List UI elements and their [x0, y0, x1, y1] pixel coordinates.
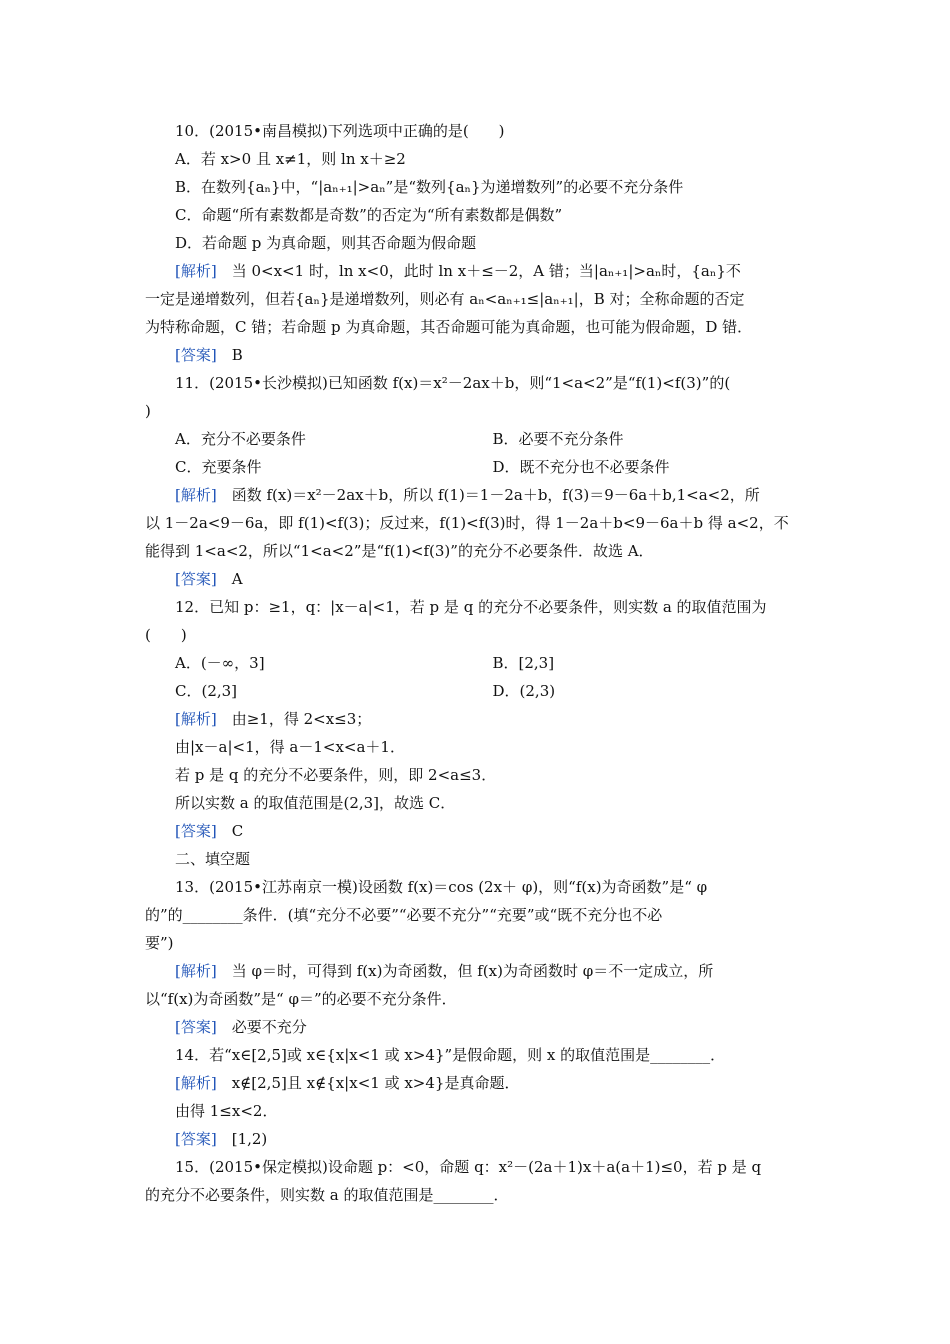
text-line: [145, 733, 810, 761]
text-line: [145, 229, 810, 257]
option-right: D．(2,3): [492, 682, 556, 700]
text-line: [145, 761, 810, 789]
line-text: 函数 f(x)＝x²－2ax＋b，所以 f(1)＝1－2a＋b，f(3)＝9－6a＋b,1<a<2，所: [216, 486, 760, 504]
line-text: 一定是递增数列，但若{aₙ}是递增数列，则必有 aₙ<aₙ₊₁≤|aₙ₊₁|，B 对；全称命题的否定: [145, 290, 745, 308]
section-tag: [解析]: [175, 262, 217, 280]
line-text: [1,2): [216, 1130, 268, 1148]
line-text: C: [216, 822, 244, 840]
line-text: 以“f(x)为奇函数”是“ φ＝”的必要不充分条件．: [145, 990, 457, 1008]
line-text: A．若 x>0 且 x≠1，则 ln x＋≥2: [175, 150, 406, 168]
question-line: [145, 369, 810, 397]
question-line: [145, 1153, 810, 1181]
option-right: B．必要不充分条件: [492, 430, 624, 448]
text-line: [145, 845, 810, 873]
line-text: 11．(2015•长沙模拟)已知函数 f(x)＝x²－2ax＋b，则“1<a<2”是“f(1)<f(3)”的(: [175, 374, 731, 392]
text-line: [145, 173, 810, 201]
section-tag: [答案]: [175, 822, 217, 840]
line-text: 所以实数 a 的取值范围是(2,3]，故选 C．: [175, 794, 456, 812]
line-text: 能得到 1<a<2，所以“1<a<2”是“f(1)<f(3)”的充分不必要条件．故选 A．: [145, 542, 654, 560]
line-text: 当 0<x<1 时，ln x<0，此时 ln x＋≤－2，A 错；当|aₙ₊₁|>aₙ时，{aₙ}不: [216, 262, 741, 280]
section-tag: [解析]: [175, 1074, 217, 1092]
text-line: [145, 537, 810, 565]
line-text: 15．(2015•保定模拟)设命题 p：<0，命题 q：x²－(2a＋1)x＋a(a＋1)≤0，若 p 是 q: [175, 1158, 762, 1176]
line-text: 必要不充分: [216, 1018, 307, 1036]
line-text: x∉[2,5]且 x∉{x|x<1 或 x>4}是真命题．: [216, 1074, 520, 1092]
section-tag: [解析]: [175, 710, 217, 728]
question-line: [145, 593, 810, 621]
text-line: [145, 901, 810, 929]
solution-line: [145, 817, 810, 845]
line-text: 由|x－a|<1，得 a－1<x<a＋1．: [175, 738, 405, 756]
option-right: D．既不充分也不必要条件: [492, 458, 670, 476]
option-row: [145, 453, 810, 481]
text-line: [145, 1097, 810, 1125]
question-line: [145, 873, 810, 901]
text-line: [145, 285, 810, 313]
document-body: [145, 117, 810, 1209]
line-text: A: [216, 570, 243, 588]
option-left: C．(2,3]: [175, 682, 238, 700]
option-left: A．充分不必要条件: [175, 430, 306, 448]
line-text: C．命题“所有素数都是奇数”的否定为“所有素数都是偶数”: [175, 206, 563, 224]
text-line: [145, 789, 810, 817]
question-line: [145, 117, 810, 145]
solution-line: [145, 565, 810, 593]
option-row: [145, 677, 810, 705]
line-text: 二、填空题: [175, 850, 251, 868]
line-text: ): [145, 402, 151, 420]
text-line: [145, 313, 810, 341]
solution-line: [145, 705, 810, 733]
line-text: 若 p 是 q 的充分不必要条件，则，即 2<a≤3．: [175, 766, 497, 784]
line-text: 13．(2015•江苏南京一模)设函数 f(x)＝cos (2x＋ φ)，则“f(x)为奇函数”是“ φ: [175, 878, 708, 896]
solution-line: [145, 1125, 810, 1153]
solution-line: [145, 1013, 810, 1041]
line-text: 14．若“x∈[2,5]或 x∈{x|x<1 或 x>4}”是假命题，则 x 的取值范围是________．: [175, 1046, 726, 1064]
section-tag: [答案]: [175, 570, 217, 588]
line-text: 由≥1，得 2<x≤3；: [216, 710, 372, 728]
text-line: [145, 1181, 810, 1209]
text-line: [145, 397, 810, 425]
line-text: 为特称命题，C 错；若命题 p 为真命题，其否命题可能为真命题，也可能为假命题，D 错．: [145, 318, 753, 336]
line-text: 由得 1≤x<2．: [175, 1102, 278, 1120]
line-text: 的充分不必要条件，则实数 a 的取值范围是________．: [145, 1186, 509, 1204]
text-line: [145, 621, 810, 649]
solution-line: [145, 957, 810, 985]
option-right: B．[2,3]: [492, 654, 555, 672]
text-line: [145, 929, 810, 957]
text-line: [145, 201, 810, 229]
text-line: [145, 509, 810, 537]
section-tag: [答案]: [175, 1018, 217, 1036]
line-text: D．若命题 p 为真命题，则其否命题为假命题: [175, 234, 477, 252]
line-text: 的”的________条件．(填“充分不必要”“必要不充分”“充要”或“既不充分也不必: [145, 906, 663, 924]
line-text: B．在数列{aₙ}中，“|aₙ₊₁|>aₙ”是“数列{aₙ}为递增数列”的必要不充分条件: [175, 178, 684, 196]
solution-line: [145, 481, 810, 509]
line-text: 以 1－2a<9－6a，即 f(1)<f(3)；反过来，f(1)<f(3)时，得 1－2a＋b<9－6a＋b 得 a<2，不: [145, 514, 789, 532]
line-text: ( ): [145, 626, 187, 644]
line-text: 要”): [145, 934, 174, 952]
option-row: [145, 425, 810, 453]
solution-line: [145, 257, 810, 285]
section-tag: [解析]: [175, 486, 217, 504]
option-row: [145, 649, 810, 677]
question-line: [145, 1041, 810, 1069]
section-tag: [解析]: [175, 962, 217, 980]
text-line: [145, 985, 810, 1013]
line-text: 当 φ＝时，可得到 f(x)为奇函数，但 f(x)为奇函数时 φ＝不一定成立，所: [216, 962, 714, 980]
solution-line: [145, 341, 810, 369]
line-text: 12．已知 p：≥1，q：|x－a|<1，若 p 是 q 的充分不必要条件，则实数 a 的取值范围为: [175, 598, 767, 616]
text-line: [145, 145, 810, 173]
line-text: B: [216, 346, 243, 364]
line-text: 10．(2015•南昌模拟)下列选项中正确的是( ): [175, 122, 505, 140]
solution-line: [145, 1069, 810, 1097]
option-left: C．充要条件: [175, 458, 262, 476]
section-tag: [答案]: [175, 346, 217, 364]
option-left: A．(－∞，3]: [175, 654, 265, 672]
section-tag: [答案]: [175, 1130, 217, 1148]
